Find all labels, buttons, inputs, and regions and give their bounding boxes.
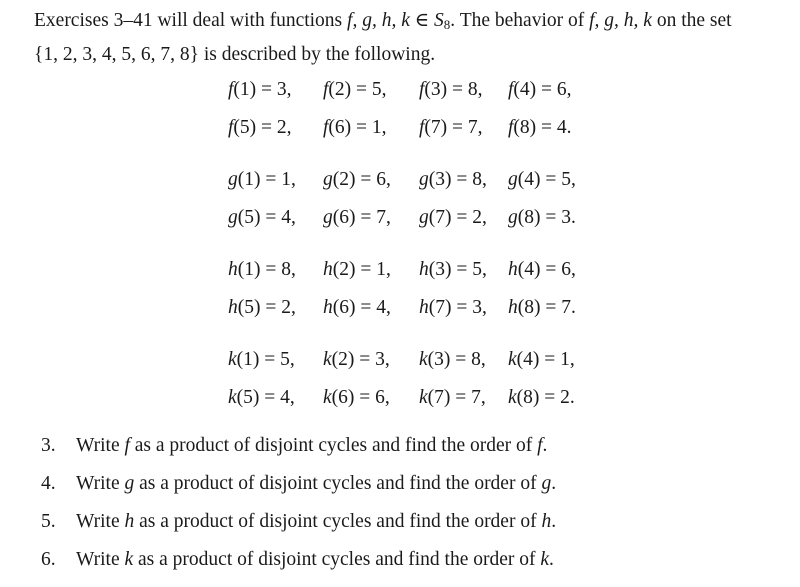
intro-function-names: f, g, h, k (347, 10, 410, 31)
function-value: k(8) = 2. (508, 387, 575, 408)
function-value: g(4) = 5, (508, 169, 576, 190)
function-value: h(6) = 4, (323, 297, 391, 318)
function-value: g(3) = 8, (419, 169, 487, 190)
exercise-item (0, 431, 800, 461)
exercise-number: 5. (41, 511, 56, 532)
function-value: h(4) = 6, (508, 259, 576, 280)
function-value: k(4) = 1, (508, 349, 575, 370)
function-value: g(7) = 2, (419, 207, 487, 228)
function-value: h(5) = 2, (228, 297, 296, 318)
function-value: f(6) = 1, (323, 117, 387, 138)
exercise-number: 6. (41, 549, 56, 570)
function-value: f(4) = 6, (508, 79, 572, 100)
function-value: f(1) = 3, (228, 79, 292, 100)
element-of-symbol: ∈ (409, 10, 435, 31)
function-value: g(6) = 7, (323, 207, 391, 228)
function-value: h(2) = 1, (323, 259, 391, 280)
function-value: k(3) = 8, (419, 349, 486, 370)
function-value: f(8) = 4. (508, 117, 572, 138)
function-value: k(7) = 7, (419, 387, 486, 408)
function-value: h(8) = 7. (508, 297, 576, 318)
intro-text: on the set (651, 10, 732, 31)
exercise-text: Write f as a product of disjoint cycles and find the order of f. (76, 435, 548, 456)
function-value: h(1) = 8, (228, 259, 296, 280)
intro-function-names: f, g, h, k (589, 10, 652, 31)
function-value: g(1) = 1, (228, 169, 296, 190)
function-value: f(7) = 7, (419, 117, 483, 138)
exercise-text: Write k as a product of disjoint cycles and find the order of k. (76, 549, 554, 570)
function-value: h(7) = 3, (419, 297, 487, 318)
intro-set-line: {1, 2, 3, 4, 5, 6, 7, 8} is described by the following. (34, 44, 436, 65)
exercise-item (0, 469, 800, 499)
function-value: g(5) = 4, (228, 207, 296, 228)
function-value: f(3) = 8, (419, 79, 483, 100)
symmetric-group-symbol: S (434, 10, 444, 31)
exercise-number: 4. (41, 473, 56, 494)
function-value: g(2) = 6, (323, 169, 391, 190)
intro-text: Exercises 3–41 will deal with functions (34, 10, 348, 31)
exercise-item (0, 507, 800, 537)
exercise-item (0, 545, 800, 575)
exercise-number: 3. (41, 435, 56, 456)
function-value: g(8) = 3. (508, 207, 576, 228)
function-value: k(5) = 4, (228, 387, 295, 408)
symmetric-group-subscript: 8 (443, 17, 451, 32)
function-value: f(2) = 5, (323, 79, 387, 100)
function-value: k(1) = 5, (228, 349, 295, 370)
function-value: f(5) = 2, (228, 117, 292, 138)
exercise-text: Write h as a product of disjoint cycles and find the order of h. (76, 511, 557, 532)
intro-paragraph (34, 6, 794, 70)
function-value: h(3) = 5, (419, 259, 487, 280)
intro-text: . The behavior of (450, 10, 590, 31)
exercise-text: Write g as a product of disjoint cycles and find the order of g. (76, 473, 557, 494)
function-value: k(6) = 6, (323, 387, 390, 408)
function-value: k(2) = 3, (323, 349, 390, 370)
